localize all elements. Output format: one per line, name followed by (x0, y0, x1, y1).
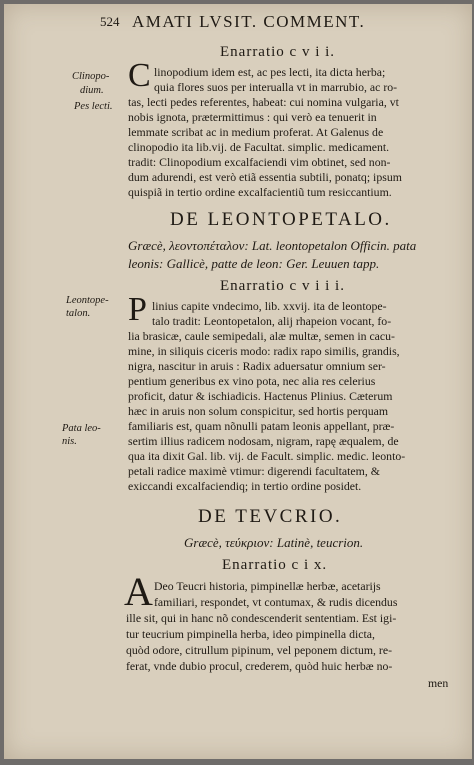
text-line: familiari, respondet, vt contumax, & rudis dicendus (154, 595, 398, 609)
text-line: pentium generibus ex vino pota, nec alia res celerius (128, 374, 376, 388)
text-line: quia flores suos per interualla vt in marrubio, ac ro- (154, 80, 398, 94)
section-heading: Enarratio c v i i. (220, 44, 336, 60)
text-line: hæc in aruis non solum conspicitur, sed hortis perquam (128, 404, 389, 418)
drop-cap: C (128, 57, 151, 94)
running-title: AMATI LVSIT. COMMENT. (132, 12, 366, 31)
section-heading: Enarratio c v i i i. (220, 278, 345, 294)
margin-note: talon. (66, 308, 91, 319)
text-line: proficit, datur & ischiadicis. Hactenus Plinius. Cæterum (128, 389, 393, 403)
drop-cap: A (124, 569, 153, 614)
text-line: linius capite vndecimo, lib. xxvij. ita de leontope- (152, 299, 387, 313)
text-line: quòd odore, citrullum pipinum, vel peponem dictum, re- (126, 643, 393, 657)
text-line: petali radice maximè vtimur: digerendi facultatem, & (128, 464, 380, 478)
text-line: exiccandi excalfaciendiq; in tertio ordine posidet. (128, 479, 362, 493)
text-line: qua ita dixit Gal. lib. vij. de Facult. simplic. medic. leonto- (128, 449, 406, 463)
text-line: tradit: Clinopodium excalfaciendi vim obtinet, sed non- (128, 155, 391, 169)
section-subtitle: leonis: Gallicè, patte de leon: Ger. Leuuen tapp. (128, 256, 380, 271)
margin-note: nis. (62, 436, 77, 447)
book-page (4, 4, 472, 759)
section-subtitle: Græcè, τεύκριον: Latinè, teucrion. (184, 535, 364, 550)
text-line: lemmate scribat ac in medium proferat. At Galenus de (128, 125, 384, 139)
section-subtitle: Græcè, λεοντοπέταλον: Lat. leontopetalon Officin. pata (128, 238, 417, 253)
text-line: nobis ignota, prætermittimus : qui verò ea tenuerit in (128, 110, 377, 124)
drop-cap: P (128, 291, 147, 328)
text-line: ferat, vnde dubio procul, crederem, quòd huic herbæ no- (126, 659, 393, 673)
text-line: talo tradit: Leontopetalon, alij rhapeion vocant, fo- (152, 314, 392, 328)
text-line: dum adurendi, est verò etiã essentia subtili, ponatq; ipsum (128, 170, 402, 184)
margin-note: dium. (80, 85, 104, 96)
text-line: mine, in siliquis ciceris modo: radix rapo similis, grandis, (128, 344, 400, 358)
text-line: familiaris est, quam nõnulli patam leonis appellant, præ- (128, 419, 395, 433)
text-line: lia brasicæ, caule semipedali, alæ multæ, semen in cacu- (128, 329, 395, 343)
section-heading: Enarratio c i x. (222, 557, 328, 573)
text-line: quispiã in tertio ordine excalfacientiũ tum resiccantium. (128, 185, 392, 199)
text-line: nigra, nascitur in aruis : Radix aduersatur omnium ser- (128, 359, 386, 373)
text-line: sertim illius radicem nodosam, nigram, rapę æqualem, de (128, 434, 399, 448)
text-line: tas, lecti pedes referentes, habeat: cui nomina vulgaria, vt (128, 95, 399, 109)
margin-note: Clinopo- (72, 71, 110, 82)
margin-note: Pata leo- (62, 423, 101, 434)
text-line: Deo Teucri historia, pimpinellæ herbæ, acetarijs (154, 579, 381, 593)
margin-note: Pes lecti. (74, 101, 113, 112)
text-line: ille sit, qui in hanc nõ condescenderit sententiam. Est igi- (126, 611, 397, 625)
text-line: tur teucrium pimpinella herba, ideo pimpinella dicta, (126, 627, 375, 641)
section-title: DE LEONTOPETALO. (170, 209, 392, 230)
page-number: 524 (100, 14, 120, 29)
section-title: DE TEVCRIO. (198, 506, 343, 527)
text-line: clinopodio ita lib.vij. de Facultat. simplic. medicament. (128, 140, 390, 154)
catchword: men (428, 676, 449, 690)
text-line: linopodium idem est, ac pes lecti, ita dicta herba; (154, 65, 386, 79)
margin-note: Leontope- (66, 295, 109, 306)
